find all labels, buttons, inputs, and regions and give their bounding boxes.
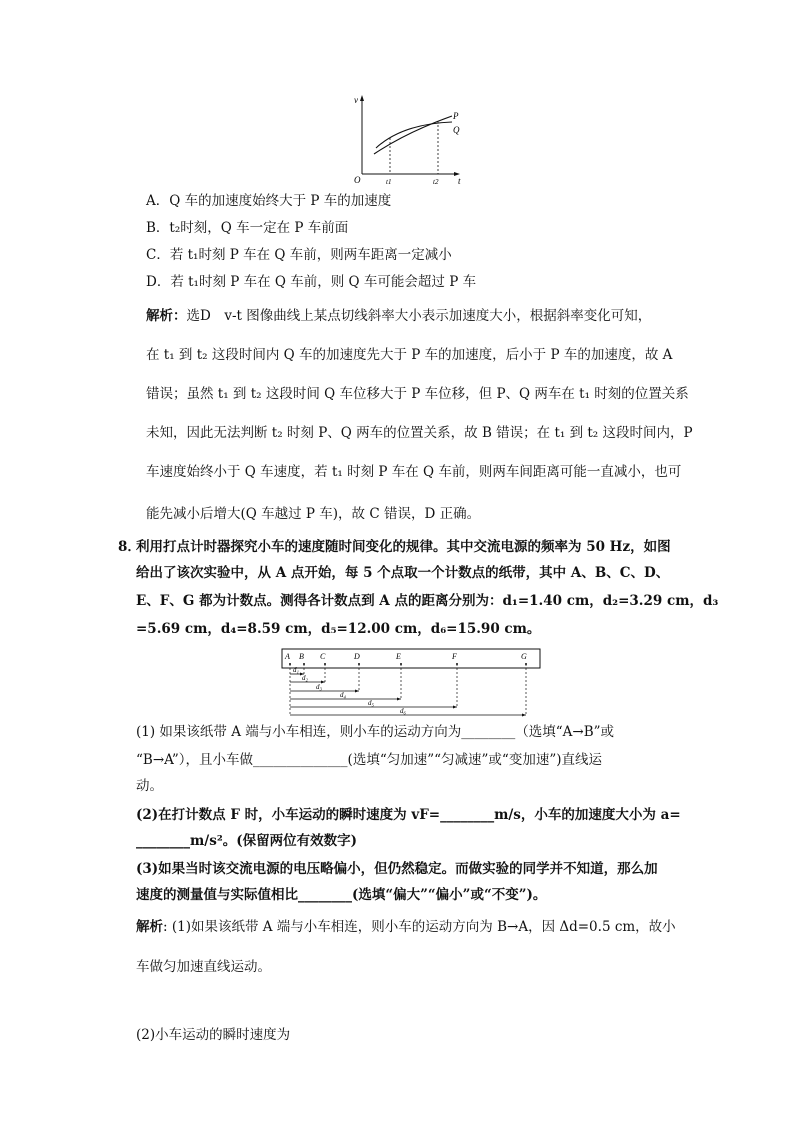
tick-t2-label: t2 [433,178,439,186]
q7-analysis-line-3: 错误；虽然 t₁ 到 t₂ 这段时间 Q 车位移大于 P 车位移，但 P、Q 两车在 t₁ 时刻的位置关系 [146,386,689,402]
q8-number: 8． [118,539,141,555]
q8-part1-line-1: (1) 如果该纸带 A 端与小车相连，则小车的运动方向为________（选填“A→B”或 [136,724,615,740]
q8-stem-line-2: 给出了该次实验中，从 A 点开始，每 5 个点取一个计数点的纸带，其中 A、B、C、D、 [136,565,670,581]
d3-label: d₃ [316,683,322,691]
origin-label: O [354,175,361,185]
axis-v-label: v [354,95,358,105]
tape-point-c: C [320,652,326,661]
paper-tape-figure [280,646,544,718]
q7-analysis-line-4: 未知，因此无法判断 t₂ 时刻 P、Q 两车的位置关系，故 B 错误；在 t₁ 到 t₂ 这段时间内，P [146,425,693,441]
d5-arrowhead [453,706,457,709]
q8-analysis-label: 解析 [136,919,163,935]
tape-point-a: A [285,652,290,661]
d4-arrowhead [397,698,401,701]
q7-option-a: A．Q 车的加速度始终大于 P 车的加速度 [146,193,392,209]
curve-q [376,122,452,148]
d6-label: d₆ [400,707,406,715]
q8-analysis-line-2: 车做匀加速直线运动。 [136,959,271,975]
q8-stem-line-3: E、F、G 都为计数点。测得各计数点到 A 点的距离分别为：d₁=1.40 cm，d₂=3.29 cm，d₃ [136,593,719,609]
q8-analysis-text-1: : (1)如果该纸带 A 端与小车相连，则小车的运动方向为 B→A，因 Δd=0.5 cm，故小 [163,919,676,935]
curve-q-label: Q [453,125,460,135]
q7-option-c: C．若 t₁时刻 P 车在 Q 车前，则两车距离一定减小 [146,247,452,263]
q7-option-d: D．若 t₁时刻 P 车在 Q 车前，则 Q 车可能会超过 P 车 [146,274,477,290]
curve-p [374,116,452,154]
q7-analysis-line-5: 车速度始终小于 Q 车速度，若 t₁ 时刻 P 车在 Q 车前，则两车间距离可能一直减小，也可 [146,464,682,480]
q8-stem-line-4: =5.69 cm，d₄=8.59 cm，d₅=12.00 cm，d₆=15.90 cm。 [136,621,541,637]
d3-arrowhead [355,690,359,693]
curve-p-label: P [453,111,459,121]
q8-part1-line-2: “B→A”），且小车做______________(选填“匀加速”“匀减速”或“变加速”)直线运 [136,752,602,768]
q8-part3-line-2: 速度的测量值与实际值相比________(选填“偏大”“偏小”或“不变”)。 [136,887,547,903]
tape-point-e: E [396,652,401,661]
d4-label: d₄ [340,691,346,699]
tape-point-g: G [521,652,527,661]
tape-point-d: D [354,652,360,661]
q8-part2-line-1: (2)在打计数点 F 时，小车运动的瞬时速度为 vF=________m/s，小车的加速度大小为 a= [136,807,681,823]
vt-graph [352,92,472,188]
tape-point-f: F [452,652,457,661]
axis-t-label: t [458,176,461,186]
d6-arrowhead [522,714,526,717]
d2-label: d₂ [302,674,308,682]
q8-analysis-line-1 [136,918,676,936]
q8-part2-line-2: ________m/s²。(保留两位有效数字) [136,833,358,849]
q8-analysis-line-3: (2)小车运动的瞬时速度为 [136,1027,291,1043]
v-axis-arrow [360,95,364,101]
q8-part1-line-3: 动。 [136,778,163,794]
tick-t1-label: t1 [386,178,392,186]
tape-point-b: B [299,652,304,661]
q7-analysis-text-1: 选D v-t 图像曲线上某点切线斜率大小表示加速度大小，根据斜率变化可知， [186,308,652,324]
q7-option-b: B．t₂时刻，Q 车一定在 P 车前面 [146,220,349,236]
d1-label: d₁ [293,666,299,674]
q7-analysis-line-1 [146,307,651,325]
q8-part3-line-1: (3)如果当时该交流电源的电压略偏小，但仍然稳定。而做实验的同学并不知道，那么加 [136,861,658,877]
q7-analysis-label: 解析： [146,308,187,324]
q7-analysis-line-2: 在 t₁ 到 t₂ 这段时间内 Q 车的加速度先大于 P 车的加速度，后小于 P 车的加速度，故 A [146,347,673,363]
d5-label: d₅ [368,699,374,707]
q8-stem-line-1: 利用打点计时器探究小车的速度随时间变化的规律。其中交流电源的频率为 50 Hz，如图 [136,539,671,555]
q7-analysis-line-6: 能先减小后增大(Q 车越过 P 车)，故 C 错误，D 正确。 [146,506,481,522]
